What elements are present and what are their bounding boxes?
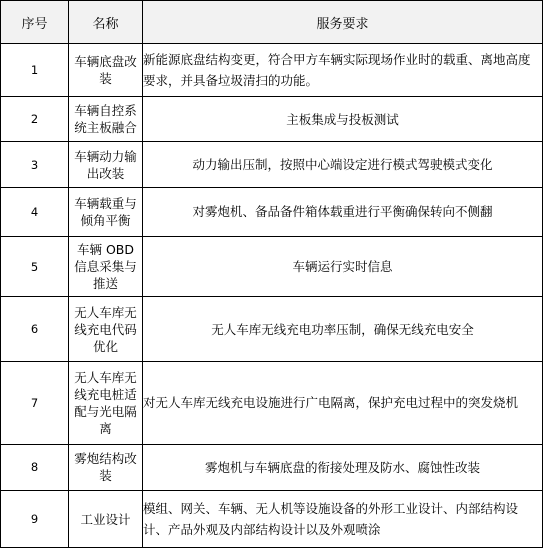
- row-number: 6: [1, 297, 69, 362]
- header-row: [1, 1, 543, 44]
- row-name: 车辆底盘改装: [69, 44, 143, 97]
- row-name: 雾炮结构改装: [69, 444, 143, 491]
- row-name: 无人车库无线充电代码优化: [69, 297, 143, 362]
- row-number: 4: [1, 187, 69, 236]
- row-number: 1: [1, 44, 69, 97]
- table-row: [1, 44, 543, 97]
- header-name: 名称: [69, 1, 143, 44]
- row-number: 7: [1, 362, 69, 444]
- header-no: 序号: [1, 1, 69, 44]
- row-name: 工业设计: [69, 491, 143, 548]
- row-requirement: 车辆运行实时信息: [143, 236, 543, 297]
- table-row: [1, 187, 543, 236]
- row-name: 车辆动力输出改装: [69, 142, 143, 188]
- row-requirement: 雾炮机与车辆底盘的衔接处理及防水、腐蚀性改装: [143, 444, 543, 491]
- row-requirement: 模组、网关、车辆、无人机等设施设备的外形工业设计、内部结构设计、产品外观及内部结构设计以及外观喷涂: [143, 491, 543, 548]
- table-row: [1, 142, 543, 188]
- row-name: 无人车库无线充电桩适配与光电隔离: [69, 362, 143, 444]
- table-row: [1, 444, 543, 491]
- header-requirement: 服务要求: [143, 1, 543, 44]
- table-row: [1, 96, 543, 142]
- table-row: [1, 297, 543, 362]
- row-requirement: 对无人车库无线充电设施进行广电隔离，保护充电过程中的突发烧机: [143, 362, 543, 444]
- row-name: 车辆载重与倾角平衡: [69, 187, 143, 236]
- row-requirement: 无人车库无线充电功率压制，确保无线充电安全: [143, 297, 543, 362]
- row-requirement: 新能源底盘结构变更，符合甲方车辆实际现场作业时的载重、离地高度要求，并具备垃圾清扫的功能。: [143, 44, 543, 97]
- table-row: [1, 362, 543, 444]
- row-number: 9: [1, 491, 69, 548]
- row-number: 5: [1, 236, 69, 297]
- row-requirement: 动力输出压制，按照中心端设定进行模式驾驶模式变化: [143, 142, 543, 188]
- row-number: 8: [1, 444, 69, 491]
- table-row: [1, 236, 543, 297]
- row-requirement: 主板集成与投板测试: [143, 96, 543, 142]
- table-row: [1, 491, 543, 548]
- row-name: 车辆 OBD 信息采集与推送: [69, 236, 143, 297]
- row-number: 2: [1, 96, 69, 142]
- row-name: 车辆自控系统主板融合: [69, 96, 143, 142]
- row-requirement: 对雾炮机、备品备件箱体载重进行平衡确保转向不侧翻: [143, 187, 543, 236]
- row-number: 3: [1, 142, 69, 188]
